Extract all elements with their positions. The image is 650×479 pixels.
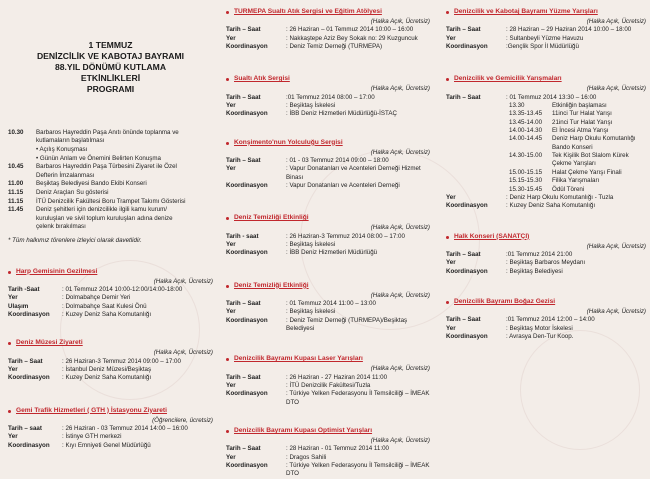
public-badge: (Öğrencilere, ücretsiz) bbox=[152, 416, 213, 424]
info-value: :01 Temmuz 2014 08:00 – 17:00 bbox=[286, 93, 375, 101]
section-title-text: Deniz Temizliği Etkinliği bbox=[234, 214, 309, 222]
program-list bbox=[8, 129, 213, 231]
info-label: Yer bbox=[446, 259, 456, 267]
program-line: İTÜ Denizcilik Fakültesi Boru Trampet Takımı Gösterisi bbox=[36, 197, 186, 205]
schedule-desc: 21inci Tur Halat Yarışı bbox=[552, 118, 613, 126]
section-title bbox=[226, 75, 430, 84]
info-label: Tarih – Saat bbox=[226, 299, 261, 307]
program-item bbox=[8, 163, 213, 180]
info-label: Yer bbox=[226, 453, 236, 461]
program-item bbox=[8, 129, 213, 146]
bullet-icon bbox=[226, 358, 229, 361]
info-label: Yer bbox=[8, 366, 18, 374]
program-line: çelenk bırakılması bbox=[36, 223, 86, 231]
info-value: : Türkiye Yelken Federasyonu İl Temsilciliği – İMEAK DTO bbox=[286, 462, 430, 478]
program-text bbox=[36, 163, 213, 180]
info-row bbox=[226, 382, 430, 390]
info-label: Tarih – Saat bbox=[8, 357, 43, 365]
info-value: : Kıyı Emniyeti Genel Müdürlüğü bbox=[62, 441, 151, 449]
schedule-time: 13.35-13.45 bbox=[509, 110, 543, 118]
section-title bbox=[446, 298, 646, 307]
program-time: 11.15 bbox=[8, 189, 24, 196]
public-badge: (Halka Açık, Ücretsiz) bbox=[586, 242, 646, 250]
schedule-desc: Etkinliğin başlaması bbox=[552, 101, 607, 109]
schedule-desc: Deniz Harp Okulu Komutanlığı Bando Konseri bbox=[552, 135, 636, 151]
info-value: : Avrasya Den-Tur Koop. bbox=[506, 332, 574, 340]
section-title bbox=[8, 268, 213, 277]
info-value: : İstanbul Deniz Müzesi/Beşiktaş bbox=[62, 366, 152, 374]
program-line: Beşiktaş Belediyesi Bando Ekibi Konseri bbox=[36, 180, 147, 188]
info-label: Tarih -Saat bbox=[8, 286, 40, 293]
info-row bbox=[8, 425, 213, 433]
info-label: Yer bbox=[226, 308, 236, 316]
section-title bbox=[226, 214, 430, 223]
section-title-text: Denizcilik Bayramı Boğaz Gezisi bbox=[454, 297, 556, 305]
info-label: Tarih – Saat bbox=[446, 316, 481, 324]
schedule-item bbox=[446, 169, 646, 177]
info-value: : Kuzey Deniz Saha Komutanlığı bbox=[62, 374, 152, 382]
bullet-icon bbox=[226, 11, 229, 14]
schedule-time: 14.30-15.00 bbox=[509, 152, 543, 160]
bullet-icon bbox=[446, 11, 449, 14]
info-row bbox=[226, 374, 430, 382]
schedule-item bbox=[446, 135, 646, 152]
info-value: : 26 Haziran-3 Temmuz 2014 08:00 – 17:00 bbox=[286, 232, 405, 240]
section-title bbox=[446, 233, 646, 242]
info-row bbox=[8, 294, 213, 302]
info-row bbox=[446, 333, 646, 341]
section-title-text: Halk Konseri (SANATÇI) bbox=[454, 232, 530, 240]
info-row bbox=[446, 259, 646, 267]
bullet-icon bbox=[226, 142, 229, 145]
info-label: Koordinasyon bbox=[8, 374, 50, 382]
info-label: Tarih – Saat bbox=[446, 250, 481, 258]
info-row bbox=[226, 233, 430, 241]
info-row bbox=[446, 316, 646, 324]
schedule-desc: Halat Çekme Yarışı Finali bbox=[552, 168, 622, 176]
program-time bbox=[8, 146, 36, 154]
event-section bbox=[446, 75, 646, 210]
info-row bbox=[226, 249, 430, 257]
info-row bbox=[226, 26, 430, 34]
info-row bbox=[226, 462, 430, 479]
info-value: :01 Temmuz 2014 12:00 – 14:00 bbox=[506, 316, 595, 324]
title-line: 88.YIL DÖNÜMÜ KUTLAMA ETKİNLİKLERİ bbox=[54, 62, 167, 83]
section-title-text: Deniz Müzesi Ziyareti bbox=[16, 339, 83, 347]
public-badge: (Halka Açık, Ücretsiz) bbox=[586, 85, 646, 93]
info-value: : Vapur Donatanları ve Acenteleri Derneği Hizmet Binası bbox=[286, 165, 421, 181]
info-row bbox=[226, 241, 430, 249]
section-title-text: Denizcilik Bayramı Kupası Optimist Yarışları bbox=[234, 427, 373, 435]
info-row bbox=[8, 303, 213, 311]
info-label: Yer bbox=[446, 34, 456, 42]
program-time: 10.30 bbox=[8, 129, 24, 136]
program-time: 10.45 bbox=[8, 163, 24, 171]
info-row bbox=[446, 194, 646, 202]
info-label: Koordinasyon bbox=[226, 249, 268, 257]
info-value: : 01 Temmuz 2014 10:00-12:00/14:00-18:00 bbox=[62, 286, 183, 293]
program-text bbox=[36, 198, 213, 206]
info-value: : Beşiktaş İskelesi bbox=[286, 101, 336, 109]
schedule-time: 14.00-14.30 bbox=[509, 127, 543, 135]
section-title-text: TURMEPA Sualtı Atık Sergisi ve Eğitim Atölyesi bbox=[234, 8, 382, 15]
info-row bbox=[8, 374, 213, 382]
info-value: :01 Temmuz 2014 21:00 bbox=[506, 250, 573, 258]
info-value: : İBB Deniz Hizmetleri Müdürlüğü-İSTAÇ bbox=[286, 110, 397, 118]
program-time: 11.00 bbox=[8, 180, 24, 188]
info-label: Yer bbox=[8, 433, 18, 441]
schedule-time: 15.00-15.15 bbox=[509, 168, 543, 176]
schedule-item bbox=[446, 110, 646, 118]
program-line: Deniz Araçları Su gösterisi bbox=[36, 189, 109, 196]
program-time bbox=[8, 155, 36, 163]
program-item bbox=[8, 198, 213, 206]
info-label: Yer bbox=[226, 165, 236, 173]
info-label: Koordinasyon bbox=[226, 42, 268, 50]
info-row bbox=[8, 358, 213, 366]
section-title-text: Harp Gemisinin Gezilmesi bbox=[16, 267, 98, 275]
event-section bbox=[8, 339, 213, 382]
public-badge: (Halka Açık, Ücretsiz) bbox=[370, 436, 430, 444]
program-text bbox=[36, 180, 213, 188]
schedule-item bbox=[446, 177, 646, 185]
info-label: Tarih – Saat bbox=[226, 445, 261, 453]
public-badge: (Halka Açık, Ücretsiz) bbox=[153, 277, 213, 285]
section-title-text: Denizcilik Bayramı Kupası Laser Yarışları bbox=[234, 355, 363, 363]
bullet-icon bbox=[446, 78, 449, 81]
info-value: : Nakkaştepe Aziz Bey Sokak no: 29 Kuzguncuk bbox=[286, 34, 418, 42]
info-value: : Beşiktaş Belediyesi bbox=[506, 267, 563, 275]
program-line: • Açılış Konuşması bbox=[36, 146, 213, 154]
info-row bbox=[226, 157, 430, 165]
event-section bbox=[8, 407, 213, 450]
info-label: Tarih – Saat bbox=[226, 156, 261, 164]
program-item bbox=[8, 146, 213, 154]
schedule-item bbox=[446, 186, 646, 194]
section-title bbox=[226, 427, 430, 436]
bullet-icon bbox=[226, 217, 229, 220]
event-section bbox=[226, 214, 430, 257]
event-section bbox=[226, 427, 430, 479]
bullet-icon bbox=[226, 78, 229, 81]
schedule-desc: El İncesi Atma Yarışı bbox=[552, 127, 609, 135]
event-section bbox=[226, 75, 430, 118]
info-value: : Beşiktaş İskelesi bbox=[286, 308, 336, 316]
info-value: : Dolmabahçe Saat Kulesi Önü bbox=[62, 302, 147, 310]
info-label: Tarih – saat bbox=[8, 425, 42, 433]
schedule-time: 13.30 bbox=[509, 101, 525, 109]
events-column-3 bbox=[446, 0, 646, 464]
section-title-text: Deniz Temizliği Etkinliği bbox=[234, 281, 309, 289]
info-label: Yer bbox=[226, 34, 236, 42]
info-label: Koordinasyon bbox=[446, 42, 488, 50]
info-label: Yer bbox=[226, 240, 236, 248]
info-row bbox=[8, 442, 213, 450]
info-row bbox=[8, 311, 213, 319]
info-row bbox=[226, 308, 430, 316]
schedule-item bbox=[446, 127, 646, 135]
info-label: Yer bbox=[446, 193, 456, 201]
section-title bbox=[226, 139, 430, 148]
info-label: Tarih – Saat bbox=[446, 26, 481, 34]
event-section bbox=[226, 139, 430, 191]
title-line: DENİZCİLİK VE KABOTAJ BAYRAMI bbox=[36, 51, 185, 61]
program-item bbox=[8, 155, 213, 163]
info-row bbox=[446, 26, 646, 34]
info-row bbox=[446, 251, 646, 259]
section-title bbox=[446, 8, 646, 17]
public-badge: (Halka Açık, Ücretsiz) bbox=[370, 17, 430, 25]
info-label: Koordinasyon bbox=[446, 202, 488, 210]
info-label: Koordinasyon bbox=[226, 316, 268, 324]
schedule-time: 15.15-15.30 bbox=[509, 177, 543, 185]
program-text bbox=[36, 155, 213, 163]
info-row bbox=[226, 390, 430, 407]
info-label: Tarih – Saat bbox=[446, 93, 481, 101]
info-value: : 01 - 03 Temmuz 2014 09:00 – 18:00 bbox=[286, 156, 389, 164]
program-text bbox=[36, 146, 213, 154]
events-column-2 bbox=[226, 0, 430, 478]
info-row bbox=[446, 268, 646, 276]
program-text bbox=[36, 206, 213, 231]
info-value: : Beşiktaş Motor İskelesi bbox=[506, 324, 573, 332]
info-value: : 01 Temmuz 2014 13:30 – 16:00 bbox=[506, 93, 597, 101]
info-value: : Kuzey Deniz Saha Komutanlığı bbox=[62, 311, 152, 319]
program-item bbox=[8, 206, 213, 231]
info-value: : 26 Haziran - 03 Temmuz 2014 14:00 – 16:00 bbox=[62, 425, 188, 433]
info-value: : 26 Haziran - 27 Haziran 2014 11:00 bbox=[286, 373, 388, 381]
info-row bbox=[446, 94, 646, 102]
event-section bbox=[446, 298, 646, 341]
info-label: Yer bbox=[446, 324, 456, 332]
program-text bbox=[36, 189, 213, 197]
info-row bbox=[446, 43, 646, 51]
program-line: kuruluşları ve sivil toplum kuruluşları adına denize bbox=[36, 214, 173, 222]
info-label: Ulaşım bbox=[8, 302, 29, 310]
page-title bbox=[8, 40, 213, 95]
bullet-icon bbox=[226, 430, 229, 433]
info-row bbox=[226, 445, 430, 453]
program-time: 11.15 bbox=[8, 197, 24, 205]
section-title-text: Denizcilik ve Kabotaj Bayramı Yüzme Yarışları bbox=[454, 8, 598, 15]
info-label: Koordinasyon bbox=[226, 390, 268, 398]
info-label: Tarih – Saat bbox=[226, 373, 261, 381]
public-badge: (Halka Açık, Ücretsiz) bbox=[370, 365, 430, 373]
section-title bbox=[446, 75, 646, 84]
info-row bbox=[226, 454, 430, 462]
info-label: Koordinasyon bbox=[446, 332, 488, 340]
info-value: : 26 Haziran – 01 Temmuz 2014 10:00 – 16:00 bbox=[286, 26, 414, 34]
info-row bbox=[446, 325, 646, 333]
program-column bbox=[8, 0, 213, 464]
info-value: : 26 Haziran-3 Temmuz 2014 09:00 – 17:00 bbox=[62, 357, 181, 365]
note: * Tüm halkımız törenlere izleyici olarak davetlidir. bbox=[8, 237, 142, 245]
info-label: Yer bbox=[226, 101, 236, 109]
info-row bbox=[226, 43, 430, 51]
schedule-desc: Filika Yarışmaları bbox=[552, 177, 600, 185]
event-section bbox=[226, 355, 430, 407]
public-badge: (Halka Açık, Ücretsiz) bbox=[586, 307, 646, 315]
info-row bbox=[446, 202, 646, 210]
info-value: : Dragos Sahili bbox=[286, 453, 327, 461]
public-badge: (Halka Açık, Ücretsiz) bbox=[370, 291, 430, 299]
event-section bbox=[226, 8, 430, 51]
info-value: : İTÜ Denizcilik Fakültesi/Tuzla bbox=[286, 381, 371, 389]
event-section bbox=[8, 268, 213, 320]
event-section bbox=[446, 233, 646, 276]
program-item bbox=[8, 189, 213, 197]
info-label: Tarih – Saat bbox=[226, 26, 261, 34]
info-value: : Kuzey Deniz Saha Komutanlığı bbox=[506, 202, 596, 210]
bullet-icon bbox=[446, 301, 449, 304]
info-value: : Deniz Temiz Derneği (TURMEPA) bbox=[286, 42, 383, 50]
info-label: Yer bbox=[8, 294, 18, 302]
event-section bbox=[446, 8, 646, 51]
program-line: kutlamaların başlatılması bbox=[36, 137, 105, 145]
info-value: : Sultanbeyli Yüzme Havuzu bbox=[506, 34, 584, 42]
info-label: Koordinasyon bbox=[226, 181, 268, 189]
schedule-desc: Ödül Töreni bbox=[552, 185, 585, 193]
bullet-icon bbox=[446, 236, 449, 239]
info-row bbox=[226, 300, 430, 308]
info-value: : Dolmabahçe Demir Yeri bbox=[62, 294, 131, 302]
program-line: Barbaros Hayreddin Paşa Türbesini Ziyaret ile Özel bbox=[36, 163, 177, 171]
section-title bbox=[8, 407, 213, 416]
info-row bbox=[226, 182, 430, 190]
info-label: Koordinasyon bbox=[8, 311, 50, 319]
info-row bbox=[446, 35, 646, 43]
info-row bbox=[226, 317, 430, 334]
section-title bbox=[226, 8, 430, 17]
info-value: : 28 Haziran - 01 Temmuz 2014 11:00 bbox=[286, 445, 389, 453]
info-row bbox=[226, 102, 430, 110]
title-line: PROGRAMI bbox=[86, 84, 135, 94]
section-title bbox=[226, 355, 430, 364]
bullet-icon bbox=[8, 410, 11, 413]
program-line: Barbaros Hayreddin Paşa Anıtı önünde toplanma ve bbox=[36, 129, 179, 136]
schedule-item bbox=[446, 102, 646, 110]
info-row bbox=[8, 286, 213, 294]
info-value: : Deniz Temiz Derneği (TURMEPA)/Beşiktaş Belediyesi bbox=[286, 316, 408, 332]
public-badge: (Halka Açık, Ücretsiz) bbox=[586, 17, 646, 25]
public-badge: (Halka Açık, Ücretsiz) bbox=[153, 349, 213, 357]
public-badge: (Halka Açık, Ücretsiz) bbox=[370, 85, 430, 93]
info-value: : Türkiye Yelken Federasyonu İl Temsilciliği – İMEAK DTO bbox=[286, 390, 430, 406]
public-badge: (Halka Açık, Ücretsiz) bbox=[370, 224, 430, 232]
program-line: Defterin İmzalanması bbox=[36, 171, 95, 179]
bullet-icon bbox=[8, 271, 11, 274]
info-value: : İBB Deniz Hizmetleri Müdürlüğü bbox=[286, 249, 378, 257]
title-line: 1 TEMMUZ bbox=[88, 40, 133, 50]
info-row bbox=[8, 433, 213, 441]
section-title-text: Gemi Trafik Hizmetleri ( GTH ) İstasyonu Ziyareti bbox=[16, 406, 167, 414]
info-value: : Deniz Harp Okulu Komutanlığı - Tuzla bbox=[506, 193, 614, 201]
info-label: Koordinasyon bbox=[446, 267, 488, 275]
schedule-desc: Tek Kişilik Bot Slalom Kürek Çekme Yarışları bbox=[552, 152, 629, 168]
info-row bbox=[8, 366, 213, 374]
info-value: : 28 Haziran – 29 Haziran 2014 10:00 – 18:00 bbox=[506, 26, 632, 34]
section-title bbox=[226, 282, 430, 291]
info-label: Koordinasyon bbox=[226, 110, 268, 118]
public-badge: (Halka Açık, Ücretsiz) bbox=[370, 148, 430, 156]
schedule-desc: 11inci Tur Halat Yarışı bbox=[552, 110, 612, 118]
bullet-icon bbox=[226, 285, 229, 288]
info-row bbox=[226, 110, 430, 118]
info-value: : Beşiktaş Barbaros Meydanı bbox=[506, 259, 586, 267]
program-item bbox=[8, 180, 213, 188]
info-label: Yer bbox=[226, 381, 236, 389]
info-row bbox=[226, 165, 430, 182]
section-title-text: Denizcilik ve Gemicilik Yarışmaları bbox=[454, 75, 562, 83]
program-line: • Günün Anlam ve Önemini Belirten Konuşma bbox=[36, 155, 213, 163]
program-time: 11.45 bbox=[8, 206, 24, 214]
event-section bbox=[226, 282, 430, 334]
info-row bbox=[226, 94, 430, 102]
info-value: :Gençlik Spor İl Müdürlüğü bbox=[506, 42, 579, 50]
section-title-text: Konşimento'nun Yolculuğu Sergisi bbox=[234, 138, 343, 146]
info-label: Tarih - saat bbox=[226, 232, 259, 240]
schedule-time: 15.30-15.45 bbox=[509, 185, 543, 193]
info-value: : İstinye GTH merkezi bbox=[62, 433, 122, 441]
info-label: Koordinasyon bbox=[8, 441, 50, 449]
schedule-item bbox=[446, 152, 646, 169]
program-line: Deniz şehitleri için denizcilikle ilgili kamu kurum/ bbox=[36, 206, 168, 214]
section-title bbox=[8, 339, 213, 348]
info-value: : Beşiktaş İskelesi bbox=[286, 240, 336, 248]
info-label: Tarih – Saat bbox=[226, 93, 261, 101]
schedule-time: 14.00-14.45 bbox=[509, 135, 543, 143]
schedule-time: 13.45-14.00 bbox=[509, 118, 543, 126]
info-row bbox=[226, 35, 430, 43]
section-title-text: Sualtı Atık Sergisi bbox=[234, 75, 290, 83]
info-value: : Vapur Donatanları ve Acenteleri Derneği bbox=[286, 181, 400, 189]
schedule-item bbox=[446, 119, 646, 127]
info-value: : 01 Temmuz 2014 11:00 – 13:00 bbox=[286, 299, 376, 307]
program-text bbox=[36, 129, 213, 146]
info-label: Koordinasyon bbox=[226, 462, 268, 470]
bullet-icon bbox=[8, 342, 11, 345]
